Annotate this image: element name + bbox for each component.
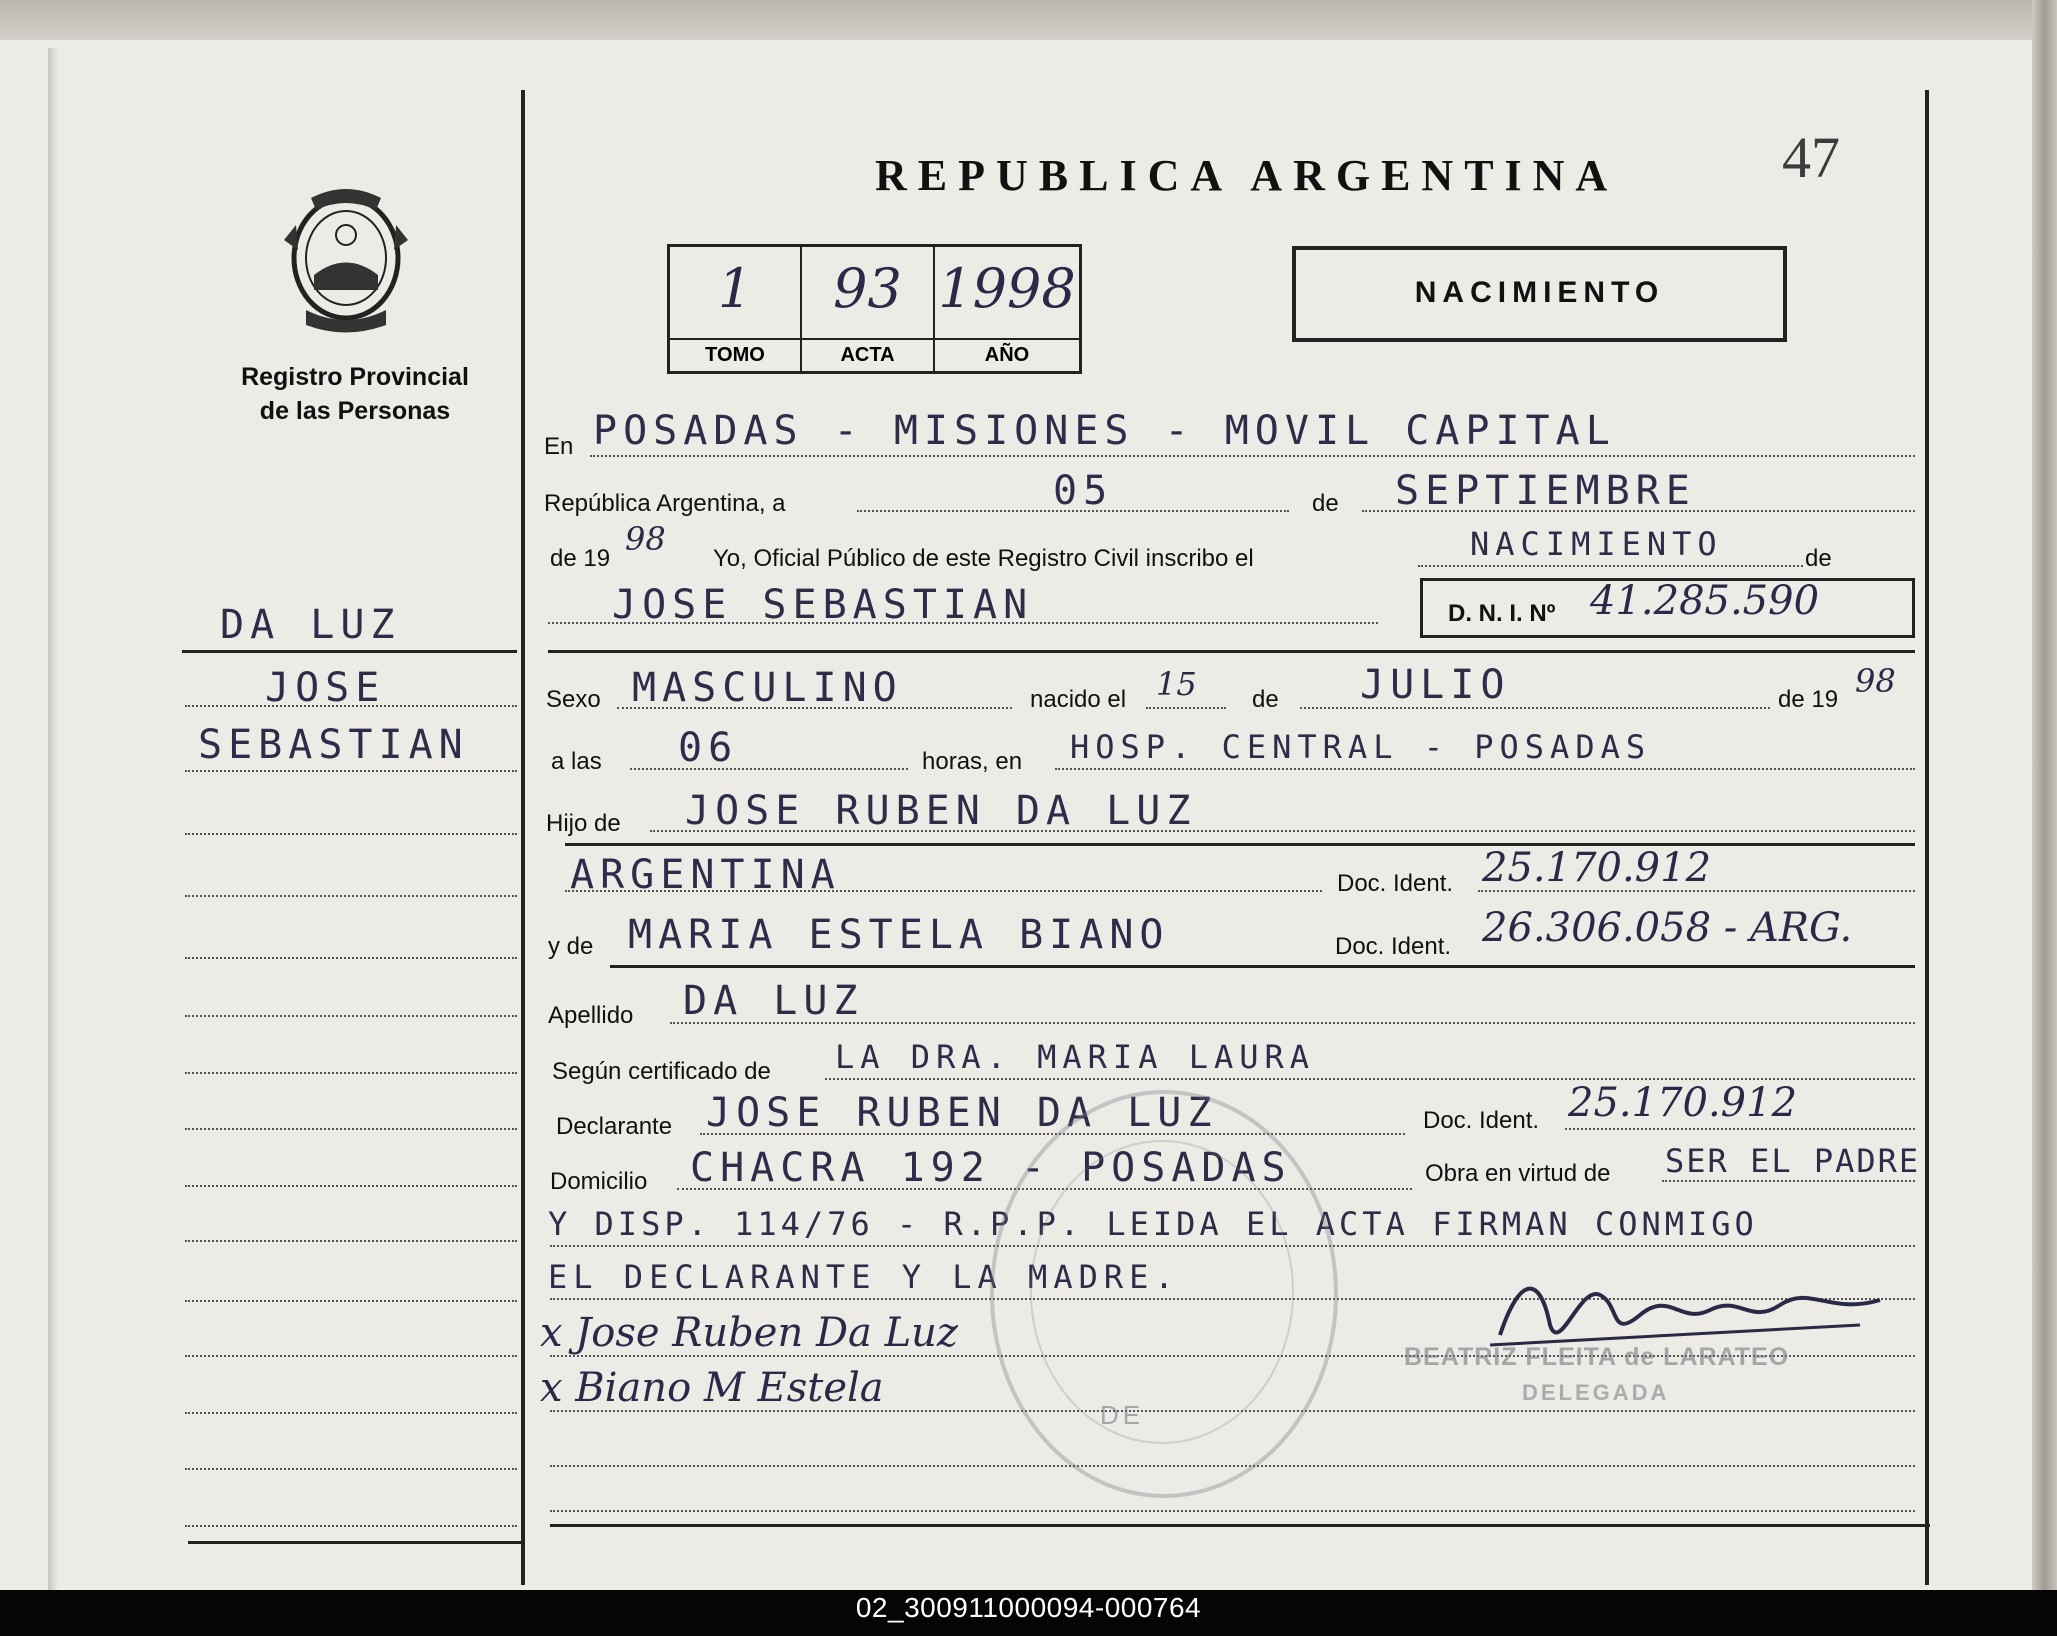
madre-value: MARIA ESTELA BIANO — [628, 912, 1170, 958]
doc3-label: Doc. Ident. — [1423, 1107, 1540, 1134]
domicilio-value: CHACRA 192 - POSADAS — [690, 1145, 1292, 1191]
dia-nac-value: 15 — [1156, 665, 1197, 703]
note-line-2: EL DECLARANTE Y LA MADRE. — [548, 1258, 1180, 1296]
page-title: REPUBLICA ARGENTINA — [875, 151, 1619, 200]
yo-label: Yo, Oficial Público de este Registro Civil inscribo el — [713, 545, 1254, 572]
madre-rule — [610, 965, 1915, 968]
registry-line-2: de las Personas — [259, 397, 451, 425]
anio-value: 1998 — [938, 257, 1076, 320]
lugar-nac-line — [1055, 768, 1915, 770]
anio-acta-value: 98 — [625, 520, 666, 558]
padre-nac-value: ARGENTINA — [570, 852, 841, 898]
mes-nac-value: JULIO — [1360, 662, 1511, 708]
de-label: de — [1312, 490, 1339, 517]
nombre-value: JOSE SEBASTIAN — [612, 582, 1034, 628]
apellido-value: DA LUZ — [683, 978, 864, 1024]
column-divider — [521, 90, 525, 1585]
right-border — [1925, 90, 1929, 1585]
margin-line — [185, 833, 517, 835]
dia-value: 05 — [1053, 468, 1114, 514]
misiones-seal-icon — [276, 180, 416, 335]
margin-line — [185, 1128, 517, 1130]
tomo-value: 1 — [717, 257, 753, 320]
en-label: En — [544, 433, 574, 460]
de19b-label: de 19 — [1778, 686, 1839, 713]
tomo-cell — [670, 247, 802, 371]
sexo-value: MASCULINO — [632, 665, 903, 711]
margin-rule-bottom — [188, 1541, 523, 1544]
padre-doc-value: 25.170.912 — [1482, 845, 1712, 891]
horas-label: horas, en — [922, 748, 1023, 775]
lugar-line — [590, 455, 1915, 457]
doc1-label: Doc. Ident. — [1337, 870, 1454, 897]
acta-value: 93 — [833, 257, 902, 320]
yde-label: y de — [548, 933, 594, 960]
hora-line — [630, 768, 908, 770]
acta-reference-box — [667, 244, 1082, 374]
page-number: 47 — [1782, 125, 1840, 190]
de2-label: de — [1252, 686, 1279, 713]
margin-line — [185, 957, 517, 959]
republica-label: República Argentina, a — [544, 490, 786, 517]
margin-line — [185, 1015, 517, 1017]
margin-line — [185, 770, 517, 772]
padre-value: JOSE RUBEN DA LUZ — [685, 788, 1197, 834]
official-role: DELEGADA — [1522, 1380, 1670, 1405]
hora-value: 06 — [678, 725, 739, 771]
bottom-rule — [550, 1524, 1930, 1527]
note-line-1: Y DISP. 114/76 - R.P.P. LEIDA EL ACTA FIRMAN CONMIGO — [548, 1205, 1758, 1243]
acta-label: ACTA — [802, 338, 933, 367]
margin-line — [185, 1240, 517, 1242]
margin-line — [185, 1525, 517, 1527]
margin-line — [185, 1468, 517, 1470]
acta-cell — [802, 247, 935, 371]
doc2-label: Doc. Ident. — [1335, 933, 1452, 960]
margin-rule — [182, 650, 517, 653]
registry-line-1: Registro Provincial — [241, 363, 469, 391]
signature-father: x Jose Ruben Da Luz — [540, 1310, 958, 1356]
book-edge — [2032, 0, 2057, 1590]
stamp-text: DE — [1100, 1400, 1145, 1430]
tomo-label: TOMO — [670, 338, 800, 367]
acto-line — [1418, 565, 1803, 567]
anio-nac-value: 98 — [1855, 662, 1896, 700]
page-gutter — [48, 48, 58, 1590]
anio-cell — [935, 247, 1079, 371]
lugar-value: POSADAS - MISIONES - MOVIL CAPITAL — [593, 408, 1616, 454]
sexo-label: Sexo — [546, 686, 601, 713]
official-stamp-inner — [1030, 1140, 1294, 1444]
notes-line — [550, 1510, 1915, 1512]
segun-label: Según certificado de — [552, 1058, 771, 1085]
margin-line — [185, 895, 517, 897]
record-type-label: NACIMIENTO — [1414, 276, 1665, 309]
margin-line — [185, 1072, 517, 1074]
padre-rule — [565, 843, 1915, 846]
margin-line — [185, 1355, 517, 1357]
section-rule — [548, 650, 1915, 653]
alas-label: a las — [551, 748, 602, 775]
acto-value: NACIMIENTO — [1470, 525, 1723, 563]
obra-value: SER EL PADRE — [1665, 1142, 1921, 1180]
certificado-value: LA DRA. MARIA LAURA — [835, 1038, 1316, 1076]
dni-value: 41.285.590 — [1590, 578, 1820, 624]
margin-line — [185, 1300, 517, 1302]
document-id: 02_300911000094-000764 — [855, 1592, 1202, 1623]
lugar-nac-value: HOSP. CENTRAL - POSADAS — [1070, 728, 1652, 766]
declarante-value: JOSE RUBEN DA LUZ — [706, 1090, 1218, 1136]
registry-name — [200, 360, 510, 428]
apellido-label: Apellido — [548, 1002, 634, 1029]
de19-label: de 19 — [550, 545, 611, 572]
hijo-label: Hijo de — [546, 810, 621, 837]
declarante-label: Declarante — [556, 1113, 673, 1140]
mes-value: SEPTIEMBRE — [1395, 468, 1696, 514]
domicilio-label: Domicilio — [550, 1168, 648, 1195]
obra-line — [1662, 1180, 1915, 1182]
dia-nac-line — [1146, 707, 1226, 709]
margin-surname: DA LUZ — [220, 602, 401, 648]
dni-label: D. N. I. Nº — [1448, 600, 1556, 627]
signature-mother: x Biano M Estela — [540, 1365, 884, 1411]
margin-second-name: SEBASTIAN — [198, 722, 469, 768]
nacido-label: nacido el — [1030, 686, 1127, 713]
declarante-doc-line — [1565, 1128, 1915, 1130]
margin-line — [185, 1185, 517, 1187]
official-name: BEATRIZ FLEITA de LARATEO — [1404, 1343, 1790, 1371]
margin-first-name: JOSE — [265, 665, 386, 711]
obra-label: Obra en virtud de — [1425, 1160, 1611, 1187]
margin-line — [185, 1412, 517, 1414]
de-end-label: de — [1805, 545, 1832, 572]
madre-doc-value: 26.306.058 - ARG. — [1482, 905, 1853, 951]
declarante-doc-value: 25.170.912 — [1568, 1080, 1798, 1126]
margin-line — [185, 705, 517, 707]
anio-label: AÑO — [935, 338, 1079, 367]
